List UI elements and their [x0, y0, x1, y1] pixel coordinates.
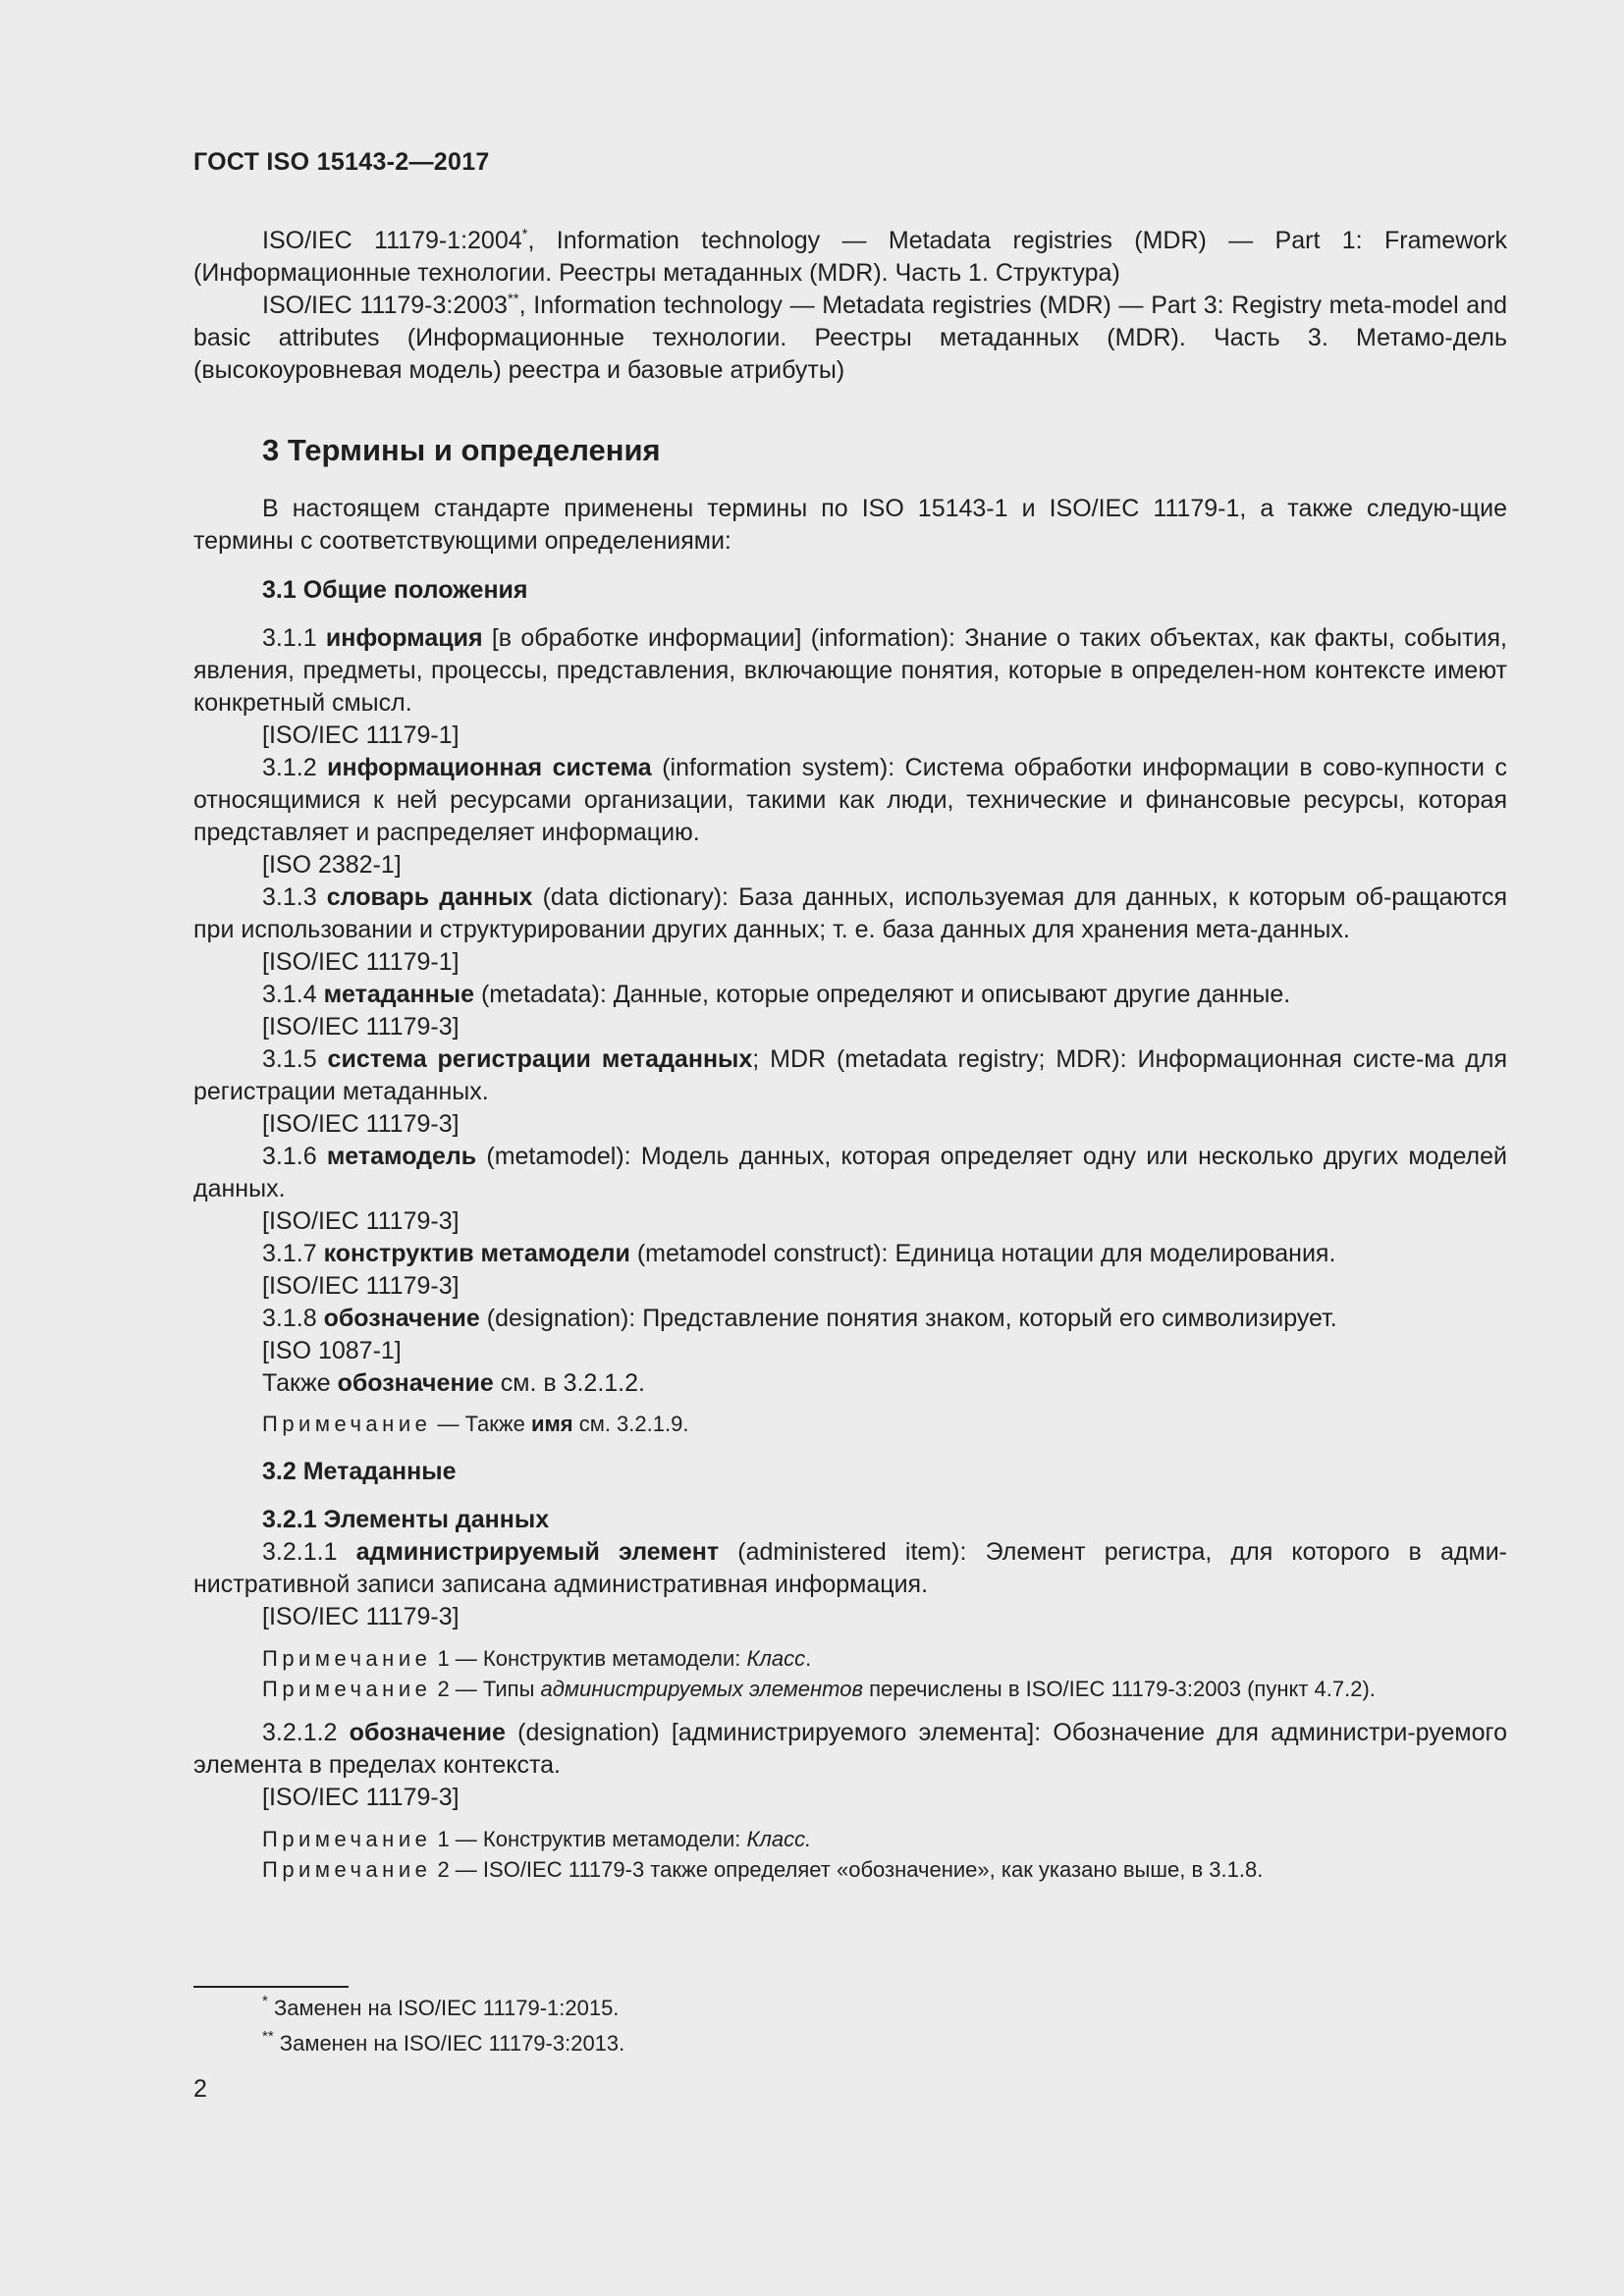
note: Примечание 2 — Типы администрируемых элементов перечислены в ISO/IEC 11179-3:2003 (пункт 4.7.2).: [262, 1677, 1376, 1701]
term-entry: 3.1.4 метаданные (metadata): Данные, которые определяют и описывают другие данные.: [262, 981, 1291, 1008]
cross-reference: Также обозначение см. в 3.2.1.2.: [262, 1369, 645, 1397]
term-source: [ISO/IEC 11179-3]: [262, 1272, 460, 1300]
term-entry: 3.1.1 информация [в обработке информации] (information): Знание о таких объектах, как факты, события, явления, предметы, процессы, представления, включающие понятия, которые в определен-ном контексте имеют конкретный смысл.: [193, 624, 1507, 717]
subsection-title: 3.1 Общие положения: [262, 576, 528, 604]
subsection-title: 3.2.1 Элементы данных: [262, 1506, 550, 1533]
footnote: ** Заменен на ISO/IEC 11179-3:2013.: [262, 2028, 625, 2056]
page-number: 2: [193, 2075, 207, 2103]
document-header: ГОСТ ISO 15143-2—2017: [193, 148, 490, 176]
term-entry: 3.1.8 обозначение (designation): Представление понятия знаком, который его символизирует.: [262, 1305, 1337, 1332]
term-source: [ISO/IEC 11179-3]: [262, 1013, 460, 1041]
term-source: [ISO/IEC 11179-1]: [262, 721, 460, 749]
term-source: [ISO 1087-1]: [262, 1337, 402, 1364]
note: Примечание 1 — Конструктив метамодели: Класс.: [262, 1646, 812, 1671]
term-source: [ISO/IEC 11179-3]: [262, 1603, 460, 1630]
subsection-title: 3.2 Метаданные: [262, 1458, 457, 1485]
term-source: [ISO/IEC 11179-1]: [262, 948, 460, 976]
note: Примечание 2 — ISO/IEC 11179-3 также определяет «обозначение», как указано выше, в 3.1.8.: [262, 1857, 1264, 1882]
note: Примечание 1 — Конструктив метамодели: Класс.: [262, 1827, 812, 1851]
reference-item: ISO/IEC 11179-1:2004*, Information technology — Metadata registries (MDR) — Part 1: Framework (Информационные технологии. Реестры метаданных (MDR). Часть 1. Структура): [193, 226, 1507, 287]
footnote: * Заменен на ISO/IEC 11179-1:2015.: [262, 1993, 620, 2020]
term-source: [ISO 2382-1]: [262, 851, 402, 879]
term-entry: 3.1.2 информационная система (information system): Система обработки информации в сово-купности с относящимися к ней ресурсами организации, такими как люди, технические и финансовые ресурсы, которая представляет и распределяет информацию.: [193, 754, 1508, 846]
body-text: [193, 0, 1507, 1885]
term-source: [ISO/IEC 11179-3]: [262, 1207, 460, 1235]
term-entry: 3.1.5 система регистрации метаданных; MDR (metadata registry; MDR): Информационная систе-ма для регистрации метаданных.: [193, 1045, 1507, 1105]
footnote-divider: [193, 1986, 349, 1988]
term-source: [ISO/IEC 11179-3]: [262, 1784, 460, 1811]
term-entry: 3.2.1.2 обозначение (designation) [администрируемого элемента]: Обозначение для администри-руемого элемента в пределах контекста.: [193, 1719, 1507, 1779]
term-entry: 3.1.3 словарь данных (data dictionary): База данных, используемая для данных, к которым об-ращаются при использовании и структурировании других данных; т. е. база данных для хранения мета-данных.: [193, 883, 1507, 943]
reference-item: ISO/IEC 11179-3:2003**, Information technology — Metadata registries (MDR) — Part 3: Registry meta-model and basic attributes (Информационные технологии. Реестры метаданных (MDR). Часть 3. Метамо-дель (высокоуровневая модель) реестра и базовые атрибуты): [193, 291, 1508, 384]
term-entry: 3.1.7 конструктив метамодели (metamodel construct): Единица нотации для моделирования.: [262, 1240, 1336, 1267]
section-intro: В настоящем стандарте применены термины по ISO 15143-1 и ISO/IEC 11179-1, а также следую-щие термины с соответствующими определениями:: [193, 495, 1507, 555]
section-title: 3 Термины и определения: [262, 433, 661, 467]
term-entry: 3.2.1.1 администрируемый элемент (administered item): Элемент регистра, для которого в адми-нистративной записи записана административная информация.: [193, 1538, 1507, 1598]
term-entry: 3.1.6 метамодель (metamodel): Модель данных, которая определяет одну или несколько других моделей данных.: [193, 1143, 1507, 1202]
note: Примечание — Также имя см. 3.2.1.9.: [262, 1412, 689, 1436]
term-source: [ISO/IEC 11179-3]: [262, 1110, 460, 1138]
